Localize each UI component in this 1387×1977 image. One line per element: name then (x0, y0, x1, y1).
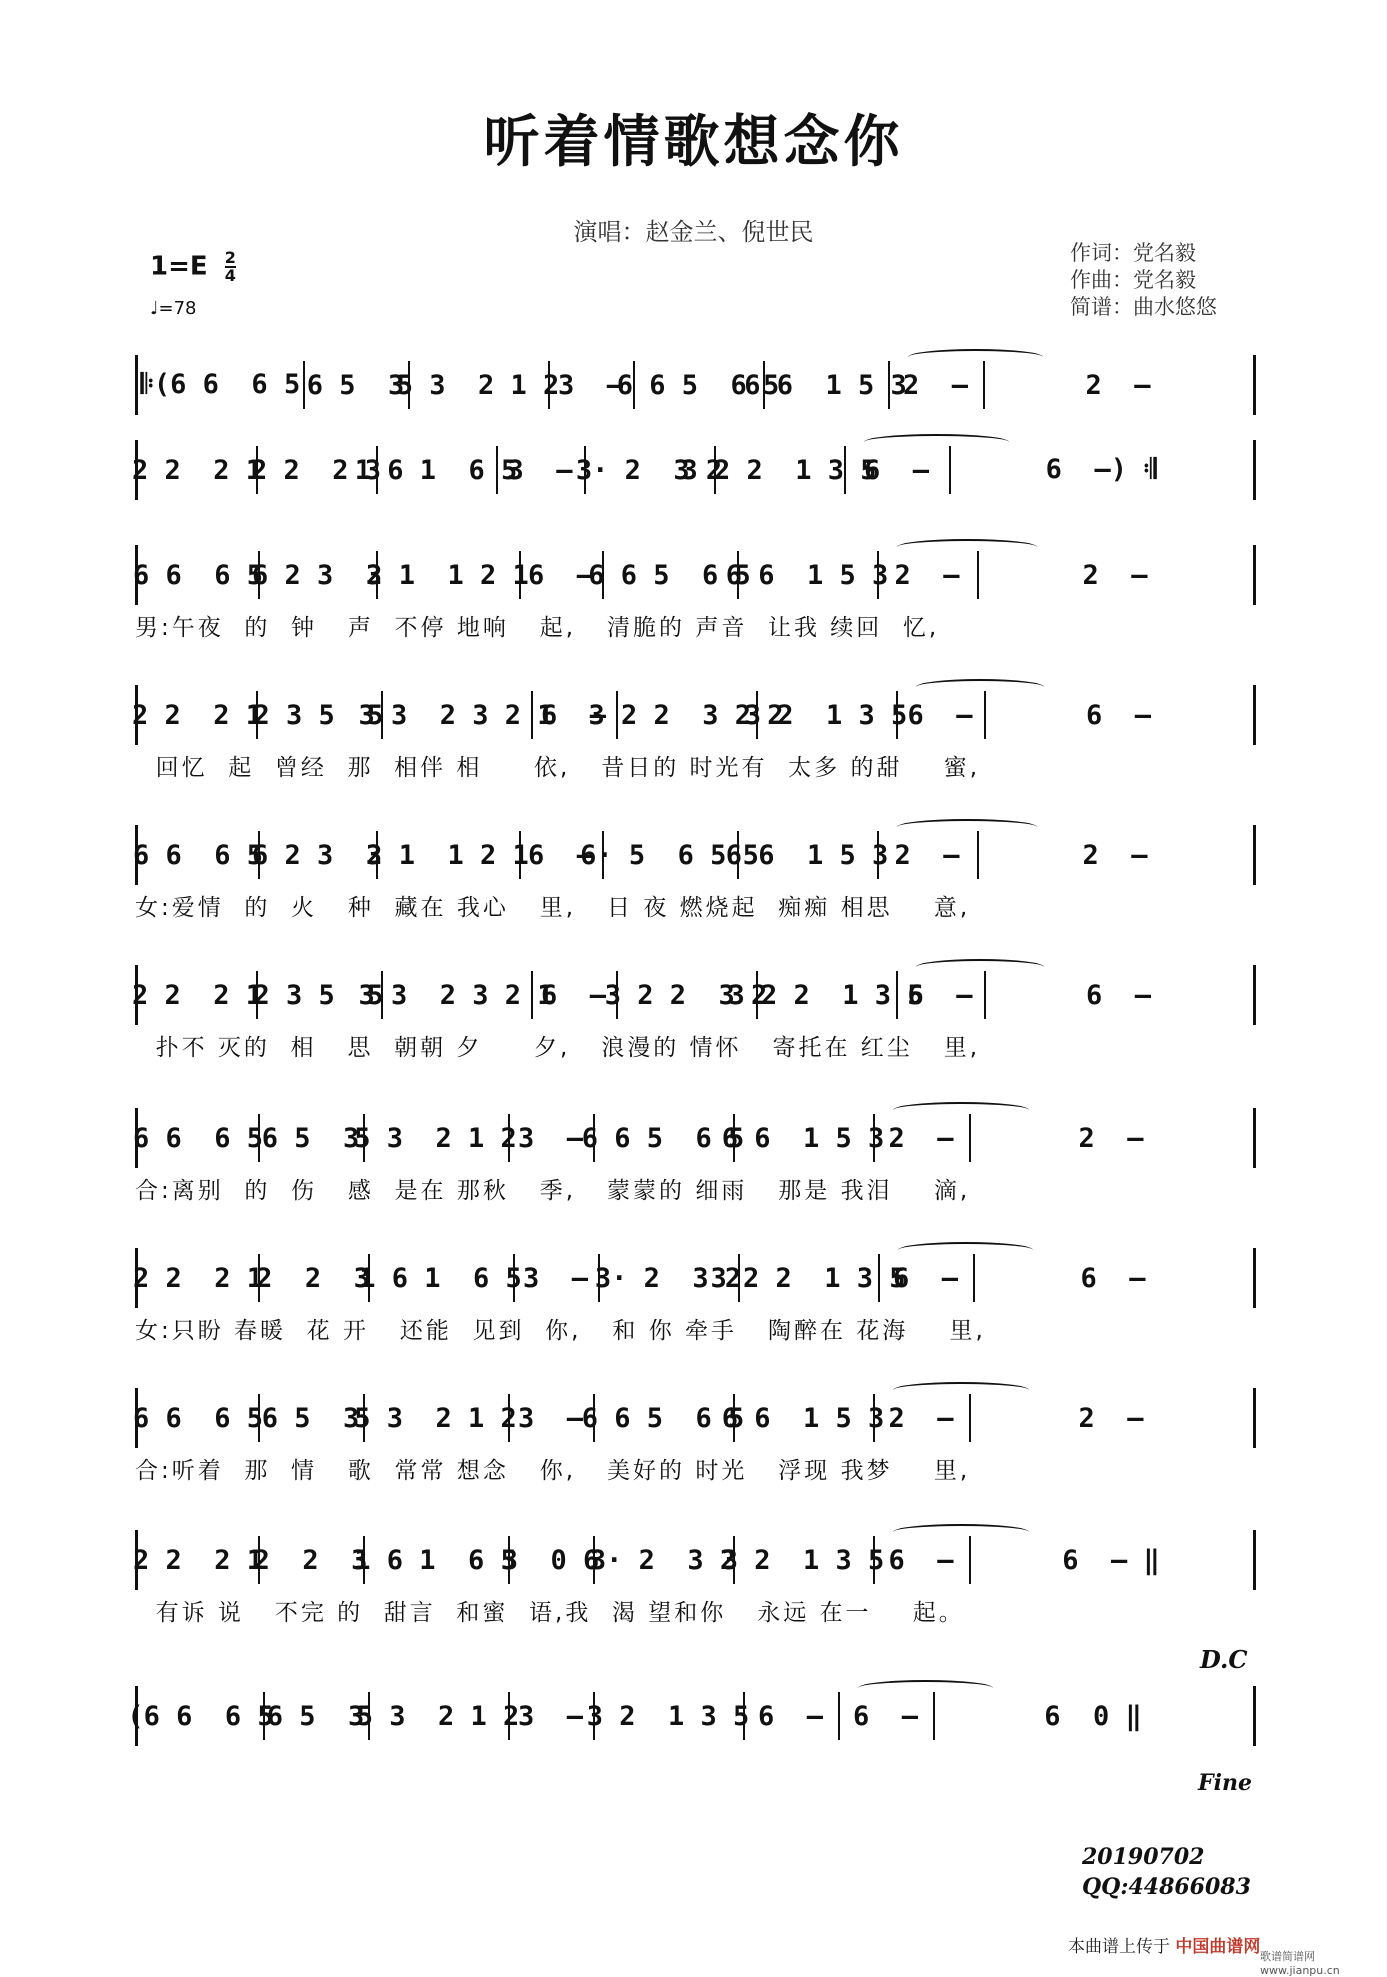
measure: 2 2 2 1 (138, 446, 258, 494)
site-watermark: 歌谱简谱网 www.jianpu.cn (1260, 1950, 1340, 1977)
measure: 1 6 1 6 5 (363, 1536, 510, 1584)
measure: 5 3 2 1 2 (363, 1114, 510, 1162)
measure: 3· 2 3 2 (598, 1254, 740, 1302)
song-title: 听着情歌想念你 (483, 109, 904, 175)
notes-row (132, 1248, 1256, 1308)
upload-text: 本曲谱上传于 (1068, 1937, 1170, 1957)
measure: 1 6 1 6 5 (368, 1254, 515, 1302)
score-system (132, 1388, 1250, 1484)
measure: 5 3 2 1 2 (368, 1692, 510, 1740)
measure: 2 2 3 (258, 1254, 370, 1302)
measure: 3 – (513, 1254, 600, 1302)
measure: 2 – (888, 361, 985, 409)
measure: 6 6 6 5 (138, 1394, 260, 1442)
measure: 6 6 1 5 3 (733, 1394, 875, 1442)
measure: 6 – (531, 971, 618, 1019)
measure: 6 6 1 5 3 (763, 361, 890, 409)
tie-arc (858, 1680, 993, 1696)
measure: 3 – (496, 446, 586, 494)
measure: 6 5 3 (263, 1692, 370, 1740)
tie-arc (908, 349, 1043, 365)
time-signature (225, 250, 236, 284)
measure: 3 – (548, 361, 635, 409)
tie-arc (893, 1102, 1029, 1118)
measure: 2 2 2 3 (256, 446, 378, 494)
measure: 6 6 1 5 3 (733, 1114, 875, 1162)
measure: 2 – (1078, 1402, 1144, 1434)
tie-arc (897, 819, 1037, 835)
measure: 6 0 ‖ (1044, 1700, 1142, 1732)
measure: 3 0 6 (508, 1536, 595, 1584)
measure: 6 – (519, 551, 604, 599)
arranger: 简谱：曲水悠悠 (1070, 295, 1217, 319)
measure: 3 2 2 1 3 5 (738, 1254, 880, 1302)
notes-row (131, 965, 1256, 1025)
lyrics-line: 扑不 灭的 相 思 朝朝 夕 夕, 浪漫的 情怀 寄托在 红尘 里, (135, 1035, 981, 1061)
measure: 3 – (508, 1692, 595, 1740)
measure: 2 2 2 1 (138, 1254, 260, 1302)
measure: 2 1 1 2 1 (376, 551, 521, 599)
notes-row (132, 1108, 1256, 1168)
measure: 3 2 1 3 5 (756, 691, 898, 739)
measure: 6 5 3 (303, 361, 410, 409)
measure: 3 – (508, 1114, 595, 1162)
measure: 3 2 2 1 3 5 (714, 446, 846, 494)
notes-row (135, 355, 1256, 415)
measure: 2 – (873, 1394, 971, 1442)
measure: 3 2 1 3 5 (593, 1692, 745, 1740)
tie-arc (897, 539, 1037, 555)
composer: 作曲：党名毅 (1070, 268, 1196, 292)
measure: 2 – (1078, 1122, 1144, 1154)
lyrics-line: 合:离别 的 伤 感 是在 那秋 季, 蒙蒙的 细雨 那是 我泪 滴, (135, 1178, 971, 1204)
measure: 2 – (873, 1114, 971, 1162)
notes-row (131, 685, 1256, 745)
tie-arc (893, 1524, 1029, 1540)
measure: (6 6 6 5 (138, 1692, 265, 1740)
tempo-mark: ♩=78 (150, 298, 197, 319)
measure: 6 – (896, 691, 986, 739)
measure: 6 5 3 (258, 1114, 365, 1162)
measure: 6 – (743, 1692, 840, 1740)
measure: 3 3 2 3 2 1 (381, 691, 533, 739)
score-system (132, 1530, 1250, 1626)
lyrics-line: 合:听着 那 情 歌 常常 想念 你, 美好的 时光 浮现 我梦 里, (135, 1458, 971, 1484)
singer-line: 演唱：赵金兰、倪世民 (573, 218, 814, 246)
notes-row (127, 1686, 1256, 1746)
score-system (132, 1248, 1250, 1344)
signature-block (1082, 1842, 1251, 1902)
measure: 6 2 3 3 (258, 551, 378, 599)
measure: 𝄆(6 6 6 5 (138, 361, 305, 409)
lyrics-line: 女:只盼 春暖 花 开 还能 见到 你, 和 你 牵手 陶醉在 花海 里, (135, 1318, 986, 1344)
measure: 2 – (877, 551, 979, 599)
notes-row (132, 1388, 1256, 1448)
lyricist: 作词：党名毅 (1070, 241, 1196, 265)
measure: 6 – (519, 831, 604, 879)
upload-footer (1068, 1932, 1260, 1957)
measure: 6 – (1080, 1262, 1146, 1294)
score-system (127, 1686, 1250, 1776)
measure: 2 – (1082, 839, 1148, 871)
notes-row (131, 440, 1256, 500)
tie-arc (916, 679, 1044, 695)
measure: 3 2 1 3 5 (733, 1536, 875, 1584)
measure: 6 6 1 5 3 (737, 551, 879, 599)
measure: 6 – (873, 1536, 971, 1584)
measure: 6 – (878, 1254, 975, 1302)
measure: 6 – ‖ (1062, 1544, 1160, 1576)
measure: 6 – (1085, 979, 1152, 1011)
measure: 6 6 5 6 5 (593, 1394, 735, 1442)
measure: 6 6 6 5 (138, 831, 260, 879)
time-bottom: 4 (224, 266, 236, 285)
key-signature (150, 250, 236, 284)
brand-logo: 中国曲谱网 (1175, 1937, 1261, 1957)
measure: 3 2 2 3 2 (616, 971, 758, 1019)
measure: 6 2 3 3 (258, 831, 378, 879)
measure: 6 – (1085, 699, 1152, 731)
measure: 2 2 3 (258, 1536, 365, 1584)
measure: 5 3 2 1 2 (363, 1394, 510, 1442)
measure: 3 3 2 3 2 1 (381, 971, 533, 1019)
score-system (132, 545, 1250, 641)
score-system (131, 440, 1250, 530)
notes-row (132, 825, 1256, 885)
measure: 3· 2 3 2 (584, 446, 716, 494)
measure: 2 – (1082, 559, 1148, 591)
measure: 6 6 6 5 (138, 1114, 260, 1162)
lyrics-line: 女:爱情 的 火 种 藏在 我心 里, 日 夜 燃烧起 痴痴 相思 意, (135, 895, 971, 921)
measure: 6 – (531, 691, 618, 739)
measure: 3 2 2 1 3 5 (756, 971, 898, 1019)
qq-text: QQ:44866083 (1082, 1874, 1251, 1900)
measure: 6· 5 6 5 5 (602, 831, 739, 879)
measure: 6 –) 𝄇 (1045, 454, 1157, 485)
measure: 6 6 5 6 5 (593, 1114, 735, 1162)
score-system (131, 685, 1250, 781)
measure: 1 6 1 6 5 (376, 446, 498, 494)
tie-arc (893, 1382, 1029, 1398)
credits (1070, 240, 1217, 321)
measure: 2 2 2 1 (138, 971, 258, 1019)
measure: 6 5 3 (258, 1394, 365, 1442)
tie-arc (864, 434, 1009, 450)
measure: 6 6 6 5 (138, 551, 260, 599)
tie-arc (916, 959, 1044, 975)
score-system (135, 355, 1250, 445)
measure: 2 1 1 2 1 (376, 831, 521, 879)
score-system (131, 965, 1250, 1061)
measure: 3· 2 3 2 (593, 1536, 735, 1584)
measure: 6 – (896, 971, 986, 1019)
measure: 6 6 5 6 5 (602, 551, 739, 599)
measure: 3 2 2 3 2 2 (616, 691, 758, 739)
measure: 5 3 2 1 2 (408, 361, 550, 409)
measure: 2 3 5 5 (256, 971, 383, 1019)
measure: 6 – (844, 446, 951, 494)
measure: 2 3 5 5 (256, 691, 383, 739)
measure: 6 6 1 5 3 (737, 831, 879, 879)
lyrics-line: 回忆 起 曾经 那 相伴 相 依, 昔日的 时光有 太多 的甜 蜜, (135, 755, 981, 781)
dc-mark: D.C (1200, 1645, 1248, 1674)
tie-arc (898, 1242, 1033, 1258)
time-top: 2 (224, 248, 236, 267)
fine-mark: Fine (1198, 1770, 1252, 1796)
measure: 2 2 2 1 (138, 691, 258, 739)
measure: 2 2 2 1 (138, 1536, 260, 1584)
lyrics-line: 男:午夜 的 钟 声 不停 地响 起, 清脆的 声音 让我 续回 忆, (135, 615, 940, 641)
measure: 6 6 5 6 5 (633, 361, 765, 409)
score-system (132, 825, 1250, 921)
lyrics-line: 有诉 说 不完 的 甜言 和蜜 语,我 渴 望和你 永远 在一 起。 (135, 1600, 965, 1626)
measure: 2 – (877, 831, 979, 879)
score-system (132, 1108, 1250, 1204)
date-text: 20190702 (1082, 1844, 1205, 1870)
measure: 6 – (838, 1692, 935, 1740)
measure: 2 – (1085, 369, 1151, 401)
key-label: 1=E (150, 251, 208, 282)
notes-row (132, 1530, 1256, 1590)
notes-row (132, 545, 1256, 605)
measure: 3 – (508, 1394, 595, 1442)
